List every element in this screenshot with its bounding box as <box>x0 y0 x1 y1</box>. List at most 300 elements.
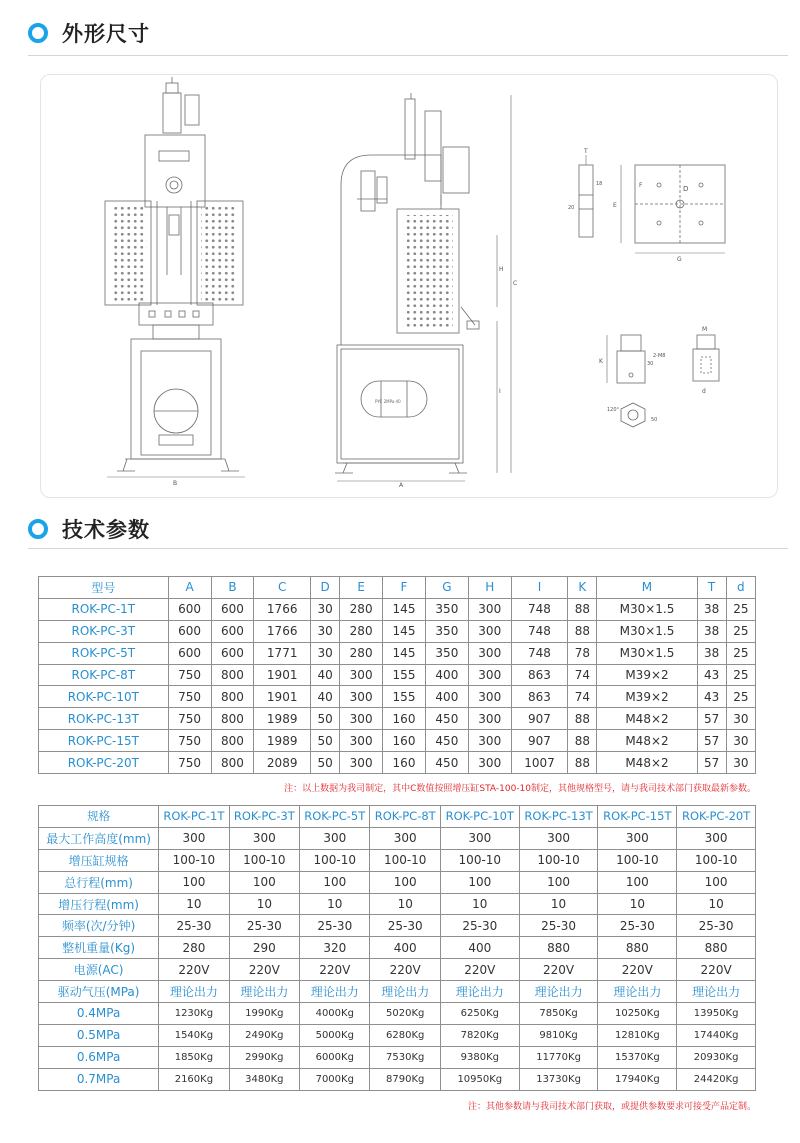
column-header: E <box>340 577 383 599</box>
table-cell: 300 <box>468 642 511 664</box>
table-cell: 280 <box>159 937 229 959</box>
table-cell: 理论出力 <box>598 981 677 1003</box>
table-cell: 4000Kg <box>300 1003 370 1025</box>
row-label: 电源(AC) <box>39 959 159 981</box>
table-cell: 9380Kg <box>440 1046 519 1068</box>
table-cell: 2490Kg <box>229 1024 299 1046</box>
table-cell: 6280Kg <box>370 1024 440 1046</box>
table-cell: 1766 <box>254 620 311 642</box>
dimension-spec-table <box>38 576 756 774</box>
table-cell: 10250Kg <box>598 1003 677 1025</box>
table-cell: 57 <box>697 730 726 752</box>
table-cell: 300 <box>519 827 598 849</box>
table-cell: 40 <box>310 664 339 686</box>
table-cell: 38 <box>697 620 726 642</box>
table-cell: 25-30 <box>300 915 370 937</box>
table-cell: 12810Kg <box>598 1024 677 1046</box>
model-cell: ROK-PC-13T <box>39 708 169 730</box>
table-cell: 50 <box>310 730 339 752</box>
table-cell: 1989 <box>254 730 311 752</box>
table-cell: 17940Kg <box>598 1068 677 1090</box>
table-cell: 750 <box>168 752 211 774</box>
table-cell: 5020Kg <box>370 1003 440 1025</box>
table-cell: 320 <box>300 937 370 959</box>
table-cell: 100 <box>598 871 677 893</box>
table-cell: 43 <box>697 686 726 708</box>
table-cell: 750 <box>168 730 211 752</box>
table-cell: 300 <box>159 827 229 849</box>
table-cell: 350 <box>425 642 468 664</box>
table-cell: 25 <box>726 598 755 620</box>
table-cell: 9810Kg <box>519 1024 598 1046</box>
table-row <box>39 1068 756 1090</box>
connector-view <box>599 326 719 427</box>
table-cell: 220V <box>300 959 370 981</box>
thread-label: 2-M8 <box>653 353 666 359</box>
table-cell: 7850Kg <box>519 1003 598 1025</box>
table-cell: 25-30 <box>159 915 229 937</box>
dim-50-label: 50 <box>651 417 658 423</box>
table-row <box>39 752 756 774</box>
table-cell: 50 <box>310 752 339 774</box>
table-cell: 88 <box>568 708 597 730</box>
table-row <box>39 1046 756 1068</box>
table-cell: 30 <box>310 620 339 642</box>
column-header: ROK-PC-1T <box>159 806 229 828</box>
table-cell: 300 <box>370 827 440 849</box>
table-cell: 300 <box>468 708 511 730</box>
table-cell: 30 <box>726 752 755 774</box>
table-cell: 600 <box>211 598 254 620</box>
table-cell: 300 <box>229 827 299 849</box>
param-table-note: 注：其他参数请与我司技术部门获取，或提供参数要求可接受产品定制。 <box>467 1102 756 1112</box>
column-header: G <box>425 577 468 599</box>
table-cell: 38 <box>697 598 726 620</box>
table-cell: 43 <box>697 664 726 686</box>
table-cell: 300 <box>340 730 383 752</box>
table-cell: 100 <box>370 871 440 893</box>
table-cell: 100 <box>440 871 519 893</box>
table-cell: 15370Kg <box>598 1046 677 1068</box>
table-cell: 5000Kg <box>300 1024 370 1046</box>
table-cell: 25 <box>726 664 755 686</box>
table-cell: M39×2 <box>597 664 697 686</box>
dim-30-label: 30 <box>647 361 654 367</box>
table-cell: 10 <box>229 893 299 915</box>
table-cell: 750 <box>168 664 211 686</box>
table-cell: 1230Kg <box>159 1003 229 1025</box>
table-row <box>39 642 756 664</box>
column-header: ROK-PC-15T <box>598 806 677 828</box>
table-cell: 600 <box>168 620 211 642</box>
table-cell: 800 <box>211 730 254 752</box>
table-cell: 10 <box>300 893 370 915</box>
side-view <box>335 93 517 489</box>
table-cell: 100-10 <box>519 849 598 871</box>
table-cell: 理论出力 <box>159 981 229 1003</box>
column-header: H <box>468 577 511 599</box>
table-cell: 907 <box>511 730 568 752</box>
table-cell: 100 <box>300 871 370 893</box>
table-row <box>39 937 756 959</box>
dim-f-label: F <box>639 182 643 189</box>
table-cell: 10 <box>440 893 519 915</box>
table-row <box>39 1024 756 1046</box>
section-divider <box>28 55 788 56</box>
table-cell: 600 <box>211 620 254 642</box>
column-header: C <box>254 577 311 599</box>
table-row <box>39 1003 756 1025</box>
table-cell: 1850Kg <box>159 1046 229 1068</box>
table-cell: 300 <box>340 708 383 730</box>
table-cell: 350 <box>425 620 468 642</box>
table-cell: 11770Kg <box>519 1046 598 1068</box>
table-cell: 24420Kg <box>677 1068 756 1090</box>
table-cell: 25-30 <box>440 915 519 937</box>
table-cell: 750 <box>168 686 211 708</box>
column-header: 型号 <box>39 577 169 599</box>
table-row <box>39 893 756 915</box>
table-cell: 25 <box>726 620 755 642</box>
dim-b-label: B <box>173 480 178 487</box>
row-label: 整机重量(Kg) <box>39 937 159 959</box>
table-row <box>39 981 756 1003</box>
row-label: 增压缸规格 <box>39 849 159 871</box>
table-cell: 450 <box>425 752 468 774</box>
dimensions-title: 外形尺寸 <box>62 22 150 46</box>
table-cell: 57 <box>697 708 726 730</box>
column-header: ROK-PC-20T <box>677 806 756 828</box>
table-cell: 100-10 <box>159 849 229 871</box>
table-cell: 600 <box>168 642 211 664</box>
table-cell: 74 <box>568 686 597 708</box>
dimensions-section-header <box>28 18 150 48</box>
section-divider <box>28 548 788 549</box>
table-cell: 100-10 <box>598 849 677 871</box>
table-cell: 理论出力 <box>440 981 519 1003</box>
table-cell: 78 <box>568 642 597 664</box>
table-cell: 100-10 <box>300 849 370 871</box>
model-cell: ROK-PC-5T <box>39 642 169 664</box>
table-cell: 100-10 <box>677 849 756 871</box>
column-header: I <box>511 577 568 599</box>
technical-drawing <box>40 74 778 498</box>
table-cell: 450 <box>425 708 468 730</box>
table-row <box>39 620 756 642</box>
table-cell: M48×2 <box>597 730 697 752</box>
specs-section-header <box>28 514 150 544</box>
dim-a-label: A <box>399 482 404 489</box>
column-header: A <box>168 577 211 599</box>
table-cell: 160 <box>383 708 426 730</box>
dim-c-label: C <box>513 280 518 287</box>
table-cell: 300 <box>468 620 511 642</box>
table-cell: 800 <box>211 686 254 708</box>
table-row <box>39 730 756 752</box>
dim-g-label: G <box>677 256 682 263</box>
model-cell: ROK-PC-20T <box>39 752 169 774</box>
table-cell: 300 <box>440 827 519 849</box>
table-cell: 220V <box>229 959 299 981</box>
table-cell: M30×1.5 <box>597 642 697 664</box>
table-cell: 40 <box>310 686 339 708</box>
table-cell: 理论出力 <box>677 981 756 1003</box>
dim-t-label: T <box>584 148 588 155</box>
table-cell: 25 <box>726 642 755 664</box>
table-cell: M48×2 <box>597 752 697 774</box>
column-header: ROK-PC-5T <box>300 806 370 828</box>
table-cell: 100 <box>677 871 756 893</box>
table-cell: 450 <box>425 730 468 752</box>
table-cell: 25 <box>726 686 755 708</box>
table-cell: 25-30 <box>519 915 598 937</box>
dim-m-label: M <box>702 326 708 333</box>
dim-20-label: 20 <box>568 205 575 211</box>
table-cell: 1007 <box>511 752 568 774</box>
column-header: F <box>383 577 426 599</box>
table-cell: 7000Kg <box>300 1068 370 1090</box>
table-cell: 100 <box>229 871 299 893</box>
table-row <box>39 708 756 730</box>
table-cell: 10950Kg <box>440 1068 519 1090</box>
column-header: D <box>310 577 339 599</box>
table-row <box>39 598 756 620</box>
table-cell: 100-10 <box>229 849 299 871</box>
table-cell: 300 <box>340 664 383 686</box>
table-cell: 220V <box>598 959 677 981</box>
table-cell: 7820Kg <box>440 1024 519 1046</box>
column-header: ROK-PC-10T <box>440 806 519 828</box>
table-cell: 155 <box>383 664 426 686</box>
row-label: 总行程(mm) <box>39 871 159 893</box>
table-plate-view <box>568 148 725 263</box>
table-cell: 600 <box>168 598 211 620</box>
table-cell: 400 <box>440 937 519 959</box>
table-row <box>39 915 756 937</box>
table-cell: 748 <box>511 598 568 620</box>
dim-18-label: 18 <box>596 181 603 187</box>
column-header: T <box>697 577 726 599</box>
dim-d-label: D <box>683 185 689 193</box>
table-cell: 6250Kg <box>440 1003 519 1025</box>
table-row <box>39 827 756 849</box>
table-cell: 100 <box>159 871 229 893</box>
specs-title: 技术参数 <box>62 518 150 542</box>
dim-h-label: H <box>499 266 504 273</box>
table-cell: 1540Kg <box>159 1024 229 1046</box>
table-header-row <box>39 806 756 828</box>
table-row <box>39 849 756 871</box>
column-header: ROK-PC-3T <box>229 806 299 828</box>
model-cell: ROK-PC-3T <box>39 620 169 642</box>
table-cell: M30×1.5 <box>597 620 697 642</box>
dim-small-d-label: d <box>702 388 706 395</box>
table-cell: 30 <box>726 730 755 752</box>
dim-e-label: E <box>613 202 617 209</box>
table-cell: 3480Kg <box>229 1068 299 1090</box>
table-cell: 30 <box>310 598 339 620</box>
column-header: ROK-PC-8T <box>370 806 440 828</box>
table-cell: 17440Kg <box>677 1024 756 1046</box>
row-label: 最大工作高度(mm) <box>39 827 159 849</box>
table-cell: 300 <box>598 827 677 849</box>
table-cell: 400 <box>370 937 440 959</box>
table-cell: 25-30 <box>229 915 299 937</box>
table-row <box>39 871 756 893</box>
circle-bullet-icon <box>28 23 48 43</box>
table-cell: 600 <box>211 642 254 664</box>
circle-bullet-icon <box>28 519 48 539</box>
model-cell: ROK-PC-1T <box>39 598 169 620</box>
table-cell: 145 <box>383 620 426 642</box>
table-cell: 290 <box>229 937 299 959</box>
table-cell: 理论出力 <box>370 981 440 1003</box>
table-cell: 300 <box>340 686 383 708</box>
table-row <box>39 686 756 708</box>
table-cell: 88 <box>568 598 597 620</box>
table-cell: 30 <box>726 708 755 730</box>
dim-k-label: K <box>599 358 603 365</box>
table-cell: 880 <box>598 937 677 959</box>
table-cell: 88 <box>568 730 597 752</box>
tank-label: PYC 2MPa·40 <box>375 399 401 404</box>
table-cell: 88 <box>568 752 597 774</box>
table-cell: 880 <box>519 937 598 959</box>
column-header: B <box>211 577 254 599</box>
row-label: 0.7MPa <box>39 1068 159 1090</box>
table-cell: 20930Kg <box>677 1046 756 1068</box>
row-label: 驱动气压(MPa) <box>39 981 159 1003</box>
row-label: 频率(次/分钟) <box>39 915 159 937</box>
table-cell: 280 <box>340 642 383 664</box>
table-cell: 2160Kg <box>159 1068 229 1090</box>
table-header-row <box>39 577 756 599</box>
table-cell: 100 <box>519 871 598 893</box>
spec-table-note: 注：以上数据为我司制定，其中C数值按照增压缸STA-100-10制定，其他规格型号，请与我司技术部门获取最新参数。 <box>284 784 756 794</box>
table-cell: 50 <box>310 708 339 730</box>
table-cell: M39×2 <box>597 686 697 708</box>
table-cell: 863 <box>511 686 568 708</box>
table-cell: 10 <box>598 893 677 915</box>
table-cell: 1901 <box>254 664 311 686</box>
dim-i-label: I <box>499 388 501 395</box>
table-cell: 88 <box>568 620 597 642</box>
column-header: 规格 <box>39 806 159 828</box>
table-cell: 100-10 <box>370 849 440 871</box>
model-cell: ROK-PC-15T <box>39 730 169 752</box>
model-cell: ROK-PC-8T <box>39 664 169 686</box>
table-cell: 220V <box>440 959 519 981</box>
table-cell: 1989 <box>254 708 311 730</box>
column-header: d <box>726 577 755 599</box>
table-cell: 863 <box>511 664 568 686</box>
table-cell: 220V <box>519 959 598 981</box>
table-cell: 25-30 <box>370 915 440 937</box>
table-cell: M48×2 <box>597 708 697 730</box>
table-cell: 25-30 <box>677 915 756 937</box>
table-cell: 57 <box>697 752 726 774</box>
table-cell: 2990Kg <box>229 1046 299 1068</box>
table-cell: 907 <box>511 708 568 730</box>
table-cell: 880 <box>677 937 756 959</box>
table-cell: 750 <box>168 708 211 730</box>
table-cell: 400 <box>425 664 468 686</box>
table-cell: 155 <box>383 686 426 708</box>
table-cell: 7530Kg <box>370 1046 440 1068</box>
table-cell: 300 <box>340 752 383 774</box>
row-label: 0.6MPa <box>39 1046 159 1068</box>
table-cell: 100-10 <box>440 849 519 871</box>
column-header: M <box>597 577 697 599</box>
table-cell: 2089 <box>254 752 311 774</box>
table-row <box>39 664 756 686</box>
row-label: 0.5MPa <box>39 1024 159 1046</box>
table-cell: 300 <box>468 664 511 686</box>
table-cell: 145 <box>383 598 426 620</box>
table-cell: 74 <box>568 664 597 686</box>
table-cell: 160 <box>383 752 426 774</box>
table-cell: M30×1.5 <box>597 598 697 620</box>
model-cell: ROK-PC-10T <box>39 686 169 708</box>
table-cell: 25-30 <box>598 915 677 937</box>
table-cell: 280 <box>340 620 383 642</box>
table-cell: 1771 <box>254 642 311 664</box>
table-cell: 220V <box>677 959 756 981</box>
table-cell: 13950Kg <box>677 1003 756 1025</box>
table-cell: 280 <box>340 598 383 620</box>
table-cell: 350 <box>425 598 468 620</box>
table-cell: 300 <box>468 598 511 620</box>
table-cell: 300 <box>300 827 370 849</box>
table-cell: 1901 <box>254 686 311 708</box>
technical-param-table <box>38 805 756 1091</box>
table-cell: 10 <box>370 893 440 915</box>
table-cell: 13730Kg <box>519 1068 598 1090</box>
row-label: 增压行程(mm) <box>39 893 159 915</box>
table-cell: 160 <box>383 730 426 752</box>
table-cell: 8790Kg <box>370 1068 440 1090</box>
table-cell: 1766 <box>254 598 311 620</box>
table-cell: 理论出力 <box>300 981 370 1003</box>
table-cell: 10 <box>159 893 229 915</box>
table-cell: 800 <box>211 664 254 686</box>
table-cell: 1990Kg <box>229 1003 299 1025</box>
dim-120-label: 120° <box>607 407 620 413</box>
column-header: K <box>568 577 597 599</box>
table-row <box>39 959 756 981</box>
table-cell: 30 <box>310 642 339 664</box>
table-cell: 220V <box>370 959 440 981</box>
table-cell: 400 <box>425 686 468 708</box>
front-view <box>105 77 245 487</box>
table-cell: 300 <box>468 752 511 774</box>
table-cell: 10 <box>677 893 756 915</box>
table-cell: 300 <box>677 827 756 849</box>
table-cell: 6000Kg <box>300 1046 370 1068</box>
row-label: 0.4MPa <box>39 1003 159 1025</box>
table-cell: 10 <box>519 893 598 915</box>
table-cell: 748 <box>511 642 568 664</box>
table-cell: 220V <box>159 959 229 981</box>
table-cell: 800 <box>211 752 254 774</box>
table-cell: 748 <box>511 620 568 642</box>
column-header: ROK-PC-13T <box>519 806 598 828</box>
table-cell: 理论出力 <box>519 981 598 1003</box>
table-cell: 300 <box>468 730 511 752</box>
table-cell: 理论出力 <box>229 981 299 1003</box>
table-cell: 38 <box>697 642 726 664</box>
table-cell: 800 <box>211 708 254 730</box>
